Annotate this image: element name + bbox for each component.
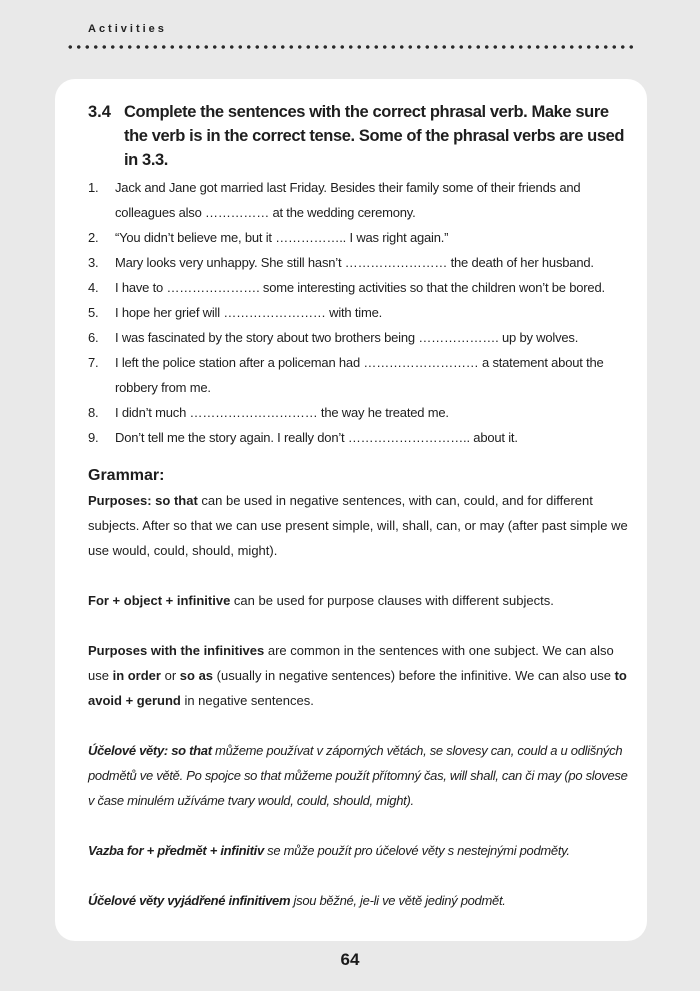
czech-text: jsou běžné, je-li ve větě jediný podmět. bbox=[290, 893, 506, 908]
grammar-text: can be used for purpose clauses with different subjects. bbox=[230, 593, 554, 608]
section-header-label: Activities bbox=[88, 23, 167, 35]
grammar-term: For + object + infinitive bbox=[88, 593, 231, 608]
czech-text: se může použít pro účelové věty s nestejnými podměty. bbox=[263, 843, 570, 858]
exercise-item-list bbox=[88, 175, 628, 450]
item-number: 4. bbox=[88, 280, 99, 295]
czech-term: Účelové věty vyjádřené infinitivem bbox=[88, 893, 291, 908]
exercise-number: 3.4 bbox=[88, 103, 111, 121]
item-number: 9. bbox=[88, 430, 99, 445]
exercise-item bbox=[88, 275, 628, 300]
exercise-item bbox=[88, 325, 628, 350]
exercise-item bbox=[88, 250, 628, 275]
exercise-item bbox=[88, 225, 628, 250]
page-content bbox=[88, 100, 628, 913]
exercise-item bbox=[88, 400, 628, 425]
grammar-term: so as bbox=[179, 668, 214, 683]
exercise-instructions: Complete the sentences with the correct phrasal verb. Make sure the verb is in the correct tense. Some of the phrasal verbs are used in 3.3. bbox=[124, 103, 625, 169]
item-number: 8. bbox=[88, 405, 99, 420]
item-number: 2. bbox=[88, 230, 99, 245]
grammar-term: in order bbox=[112, 668, 161, 683]
item-number: 1. bbox=[88, 180, 99, 195]
czech-term: Účelové věty: so that bbox=[88, 743, 212, 758]
item-text: I didn’t much ………………………… the way he treated me. bbox=[115, 405, 449, 420]
exercise-item bbox=[88, 350, 628, 400]
grammar-text: are common in the sentences with one subject. We can also use bbox=[88, 643, 614, 683]
grammar-text: can be used in negative sentences, with can, could, and for different subjects. After so that we can use present simple, will, shall, can, or may (after past simple we use would, could, should, might). bbox=[88, 493, 628, 558]
grammar-paragraph-for-object bbox=[88, 588, 628, 613]
grammar-term: to avoid + gerund bbox=[88, 668, 627, 708]
grammar-heading: Grammar: bbox=[88, 467, 165, 484]
grammar-paragraph-infinitives bbox=[88, 638, 628, 713]
czech-term: Vazba for + předmět + infinitiv bbox=[88, 843, 264, 858]
grammar-term: Purposes: so that bbox=[88, 493, 198, 508]
item-number: 3. bbox=[88, 255, 99, 270]
exercise-item bbox=[88, 175, 628, 225]
page-number: 64 bbox=[340, 950, 360, 969]
item-number: 7. bbox=[88, 355, 99, 370]
czech-paragraph-for-object bbox=[88, 838, 628, 863]
item-text: Jack and Jane got married last Friday. Besides their family some of their friends and colleagues also …………… at the wedding ceremony. bbox=[115, 180, 581, 220]
grammar-paragraph-so-that bbox=[88, 488, 628, 563]
dotted-divider bbox=[66, 44, 638, 50]
grammar-text: or bbox=[160, 668, 180, 683]
grammar-text: (usually in negative sentences) before the infinitive. We can also use bbox=[213, 668, 615, 683]
item-text: I have to …………………. some interesting activities so that the children won’t be bored. bbox=[115, 280, 605, 295]
item-number: 5. bbox=[88, 305, 99, 320]
exercise-item bbox=[88, 300, 628, 325]
grammar-term: Purposes with the infinitives bbox=[88, 643, 265, 658]
czech-paragraph-infinitive bbox=[88, 888, 628, 913]
item-text: Mary looks very unhappy. She still hasn’t …………………… the death of her husband. bbox=[115, 255, 594, 270]
item-text: I left the police station after a policeman had ……………………… a statement about the robbery from me. bbox=[115, 355, 604, 395]
item-text: “You didn’t believe me, but it …………….. I was right again.” bbox=[115, 230, 449, 245]
exercise-item bbox=[88, 425, 628, 450]
item-text: Don’t tell me the story again. I really don’t ……………………….. about it. bbox=[115, 430, 518, 445]
item-text: I was fascinated by the story about two brothers being ………………. up by wolves. bbox=[115, 330, 579, 345]
grammar-text: in negative sentences. bbox=[180, 693, 314, 708]
item-text: I hope her grief will …………………… with time. bbox=[115, 305, 383, 320]
exercise-title bbox=[88, 100, 628, 172]
item-number: 6. bbox=[88, 330, 99, 345]
czech-paragraph-so-that bbox=[88, 738, 628, 813]
czech-text: můžeme používat v záporných větách, se slovesy can, could a u odlišných podmětů ve větě. Po spojce so that můžeme použít přítomný čas, will shall, can či may (po slovese v čase minulém užíváme tvary would, could, should, might). bbox=[88, 743, 628, 808]
